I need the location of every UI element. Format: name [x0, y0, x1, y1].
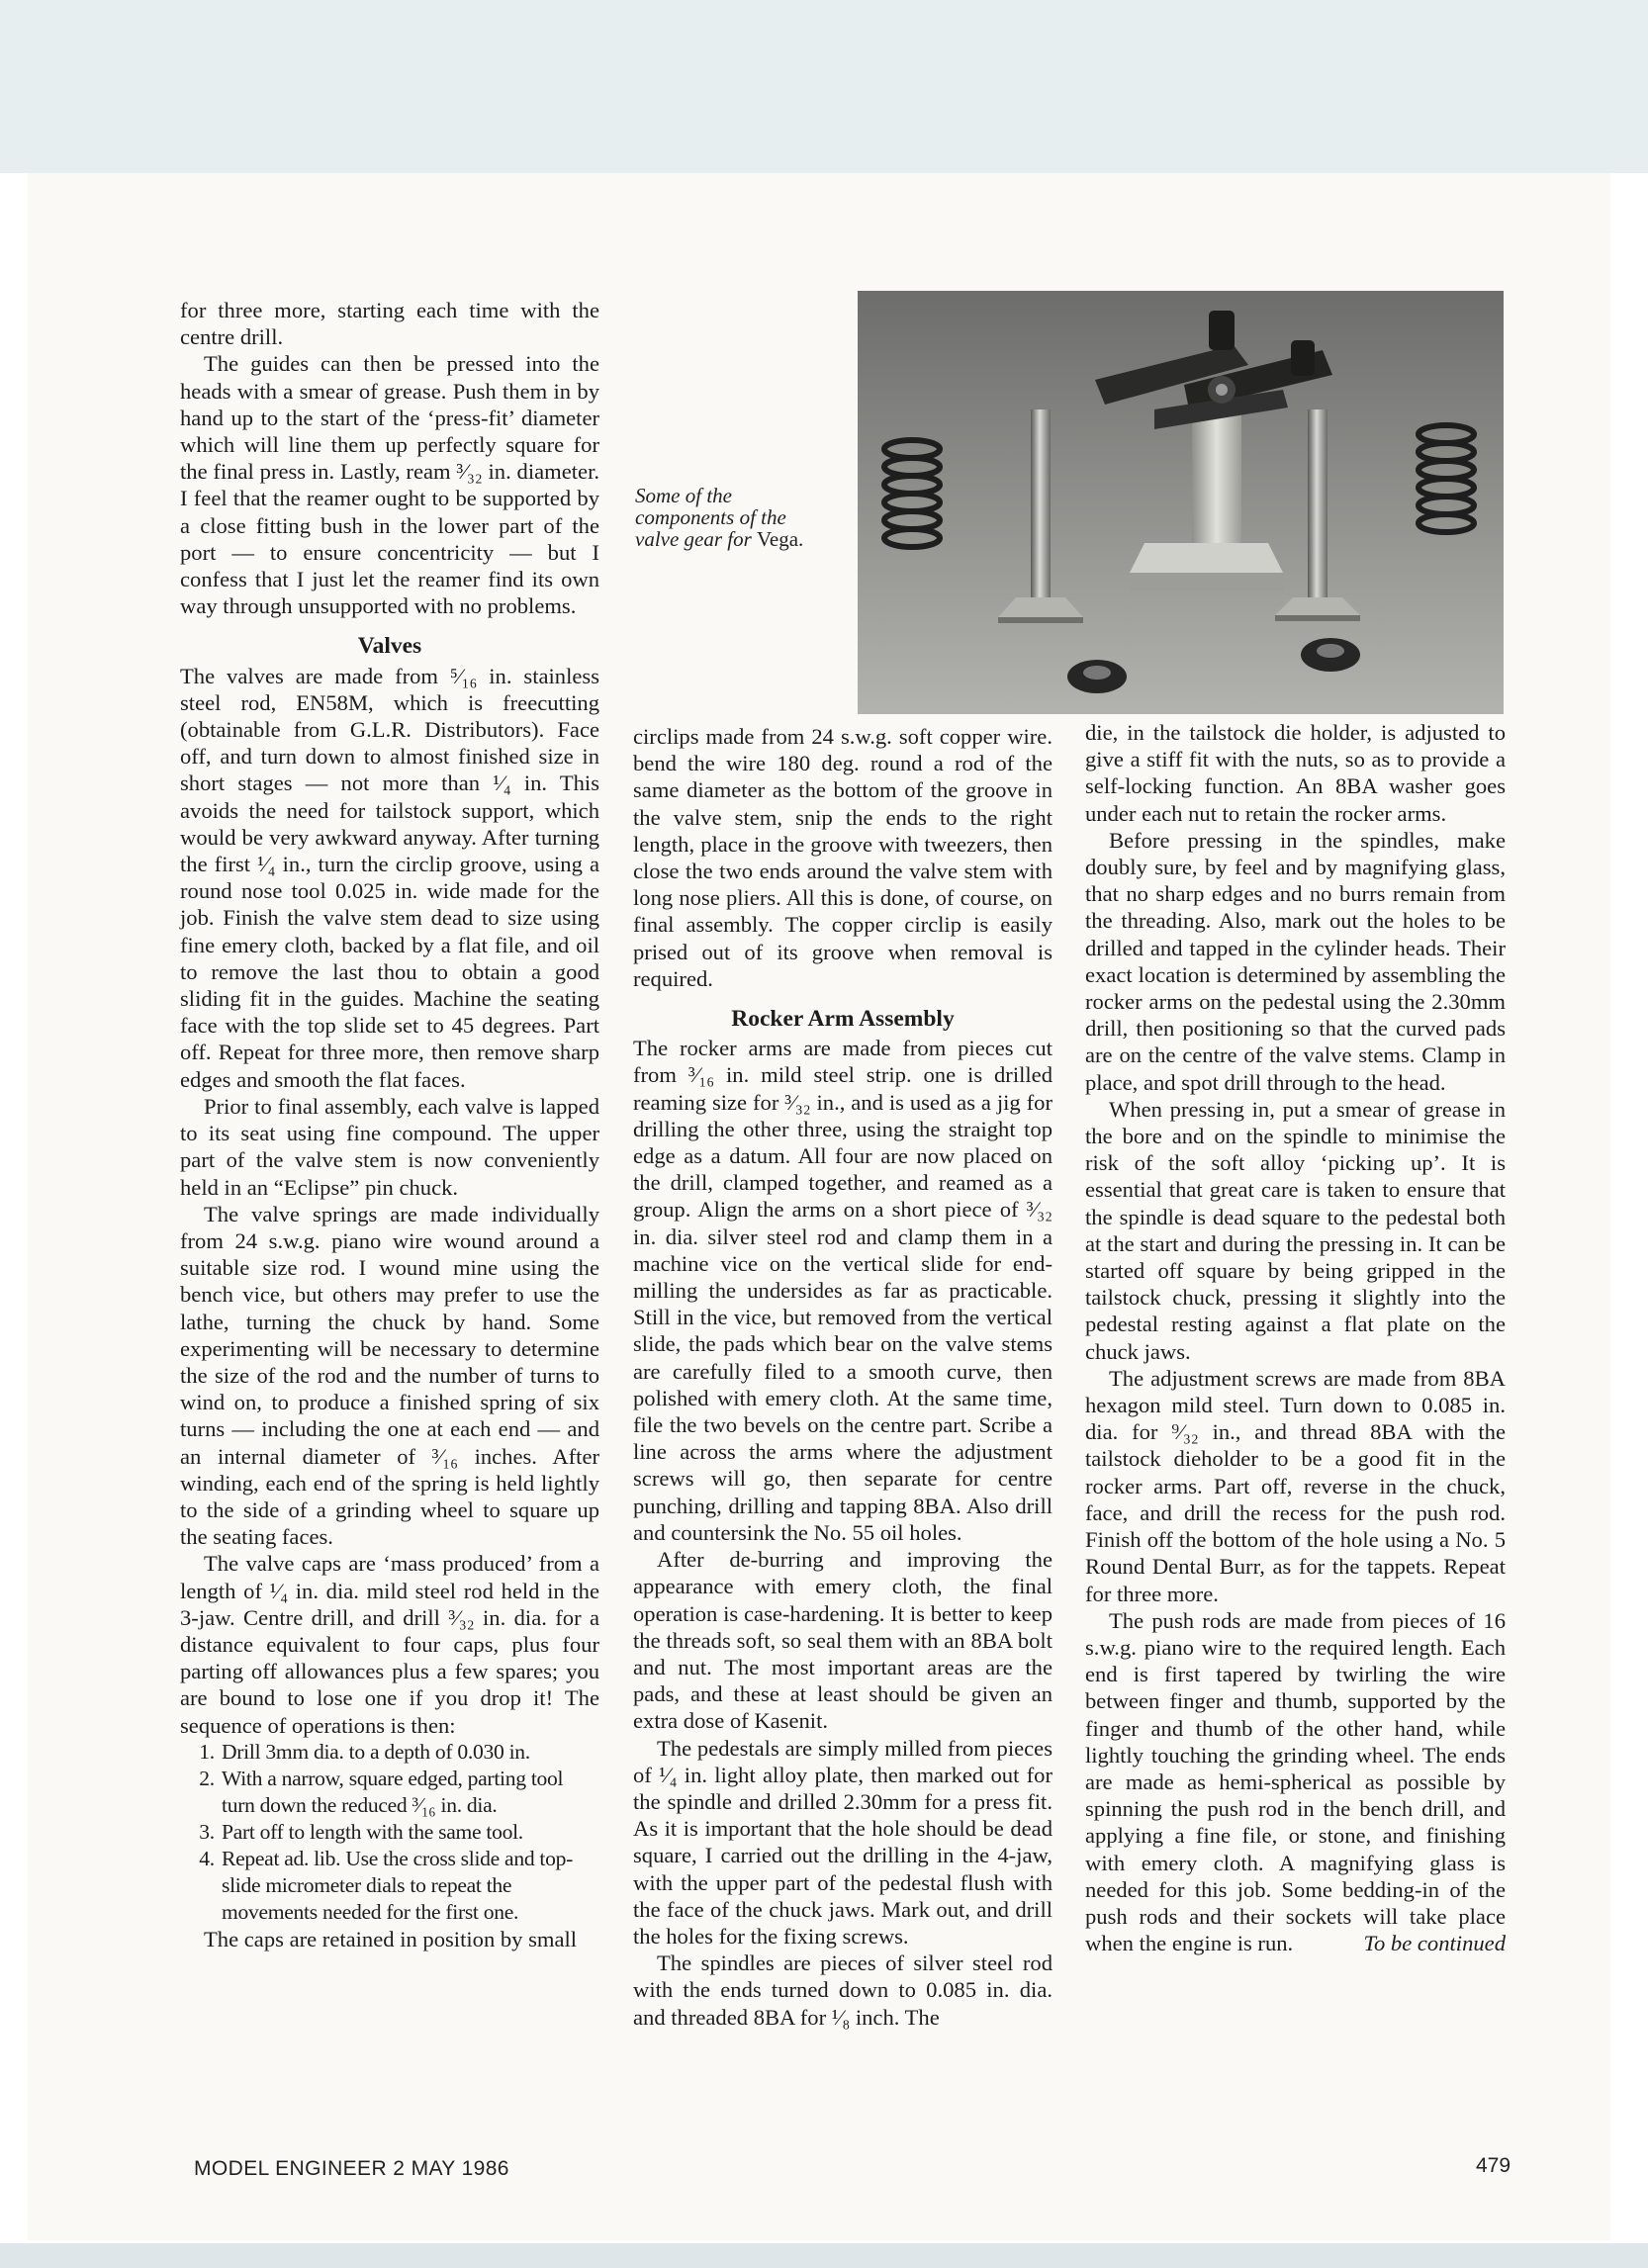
paragraph: The guides can then be pressed into the heads with a smear of grease. Push them in by hand up to the start of the ‘press-fit’ diameter which will line them up perfectly square for the final press in. Lastly, ream ³⁄₃₂ in. diameter. I feel that the reamer ought to be supported by a close fitting bush in the lower part of the port — to ensure concentricity — but I confess that I just let the reamer find its own way through unsupported with no problems.: [180, 351, 599, 619]
text-column-2: [633, 723, 1053, 2031]
paragraph: The spindles are pieces of silver steel rod with the ends turned down to 0.085 in. dia. and threaded 8BA for ¹⁄₈ inch. The: [633, 1950, 1053, 2030]
scan-background-bottom: [0, 2243, 1648, 2268]
paragraph: The valves are made from ⁵⁄₁₆ in. stainless steel rod, EN58M, which is freecutting (obtainable from G.L.R. Distributors). Face off, and turn down to almost finished size in short stages — not more than ¹⁄₄ in. This avoids the need for tailstock support, which would be very awkward anyway. After turning the first ¹⁄₄ in., turn the circlip groove, using a round nose tool 0.025 in. wide made for the job. Finish the valve stem dead to size using fine emery cloth, backed by a flat file, and oil to remove the last thou to obtain a good sliding fit in the guides. Machine the seating face with the top slide set to 45 degrees. Part off. Repeat for three more, then remove sharp edges and smooth the flat faces.: [180, 663, 599, 1092]
valve-cap-right: [1301, 638, 1360, 672]
section-heading-valves: Valves: [357, 633, 422, 660]
to-be-continued: To be continued: [1363, 1931, 1506, 1956]
magazine-footer: MODEL ENGINEER 2 MAY 1986: [194, 2157, 509, 2180]
paragraph-text: The push rods are made from pieces of 16 s.w.g. piano wire to the required length. Each end is first tapered by twirling the wire between finger and thumb, supported by the finger and thumb of the other hand, while lightly touching the grinding wheel. The ends are made as hemi-spherical as possible by spinning the push rod in the bench drill, and applying a fine file, or stone, and finishing with emery cloth. A magnifying glass is needed for this job. Some bedding-in of the push rods and their sockets will take place when the engine is run.: [1085, 1607, 1506, 1956]
valve-spring-left: [884, 440, 940, 547]
paragraph: The caps are retained in position by small: [204, 1926, 578, 1951]
valve-gear-photo: [858, 291, 1504, 714]
paragraph: [1085, 1607, 1506, 1957]
paragraph: circlips made from 24 s.w.g. soft copper wire. bend the wire 180 deg. round a rod of the same diameter as the bottom of the groove in the valve stem, snip the ends to the right length, place in the groove with tweezers, then close the two ends around the valve stem with long nose pliers. All this is done, of course, on final assembly. The copper circlip is easily prised out of its groove when removal is required.: [633, 724, 1053, 991]
caption-vessel-name: Vega.: [757, 527, 804, 551]
scan-background-top: [0, 0, 1648, 173]
paragraph: After de-burring and improving the appearance with emery cloth, the final operation is case-hardening. It is better to keep the threads soft, so seal them with an 8BA bolt and nut. The most important areas are the pads, and these at least should be given an extra dose of Kasenit.: [633, 1547, 1053, 1734]
page-number: 479: [1476, 2154, 1511, 2177]
operations-list: [180, 1739, 599, 1926]
paragraph: The valve caps are ‘mass produced’ from a length of ¹⁄₄ in. dia. mild steel rod held in the 3-jaw. Centre drill, and drill ³⁄₃₂ in. dia. for a distance equivalent to four caps, plus four parting off allowances plus a few spares; you are bound to lose one if you drop it! The sequence of operations is then:: [180, 1551, 599, 1738]
list-item: 1. Drill 3mm dia. to a depth of 0.030 in.: [220, 1739, 599, 1766]
paragraph: Before pressing in the spindles, make doubly sure, by feel and by magnifying glass, that no sharp edges and no burrs remain from the threading. Also, mark out the holes to be drilled and tapped in the cylinder heads. Their exact location is determined by assembling the rocker arms on the pedestal using the 2.30mm drill, then positioning so that the curved pads are on the centre of the valve stems. Clamp in place, and spot drill through to the head.: [1085, 827, 1506, 1095]
list-item: 4. Repeat ad. lib. Use the cross slide and top-slide micrometer dials to repeat the movements needed for the first one.: [220, 1846, 599, 1926]
paragraph: The rocker arms are made from pieces cut from ³⁄₁₆ in. mild steel strip. one is drilled reaming size for ³⁄₃₂ in., and is used as a jig for drilling the other three, using the straight top edge as a datum. All four are now placed on the drill, clamped together, and reamed as a group. Align the arms on a short piece of ³⁄₃₂ in. dia. silver steel rod and clamp them in a machine vice on the vertical slide for end-milling the undersides as far as practicable. Still in the vice, but removed from the vertical slide, the pads which bear on the valve stems are carefully filed to a smooth curve, then polished with emery cloth. At the same time, file the two bevels on the centre part. Scribe a line across the arms where the adjustment screws will go, then separate for centre punching, drilling and tapping 8BA. Also drill and countersink the No. 55 oil holes.: [633, 1036, 1053, 1545]
valve-cap-left: [1067, 660, 1127, 693]
paragraph: die, in the tailstock die holder, is adjusted to give a stiff fit with the nuts, so as to provide a self-locking function. An 8BA washer goes under each nut to retain the rocker arms.: [1085, 720, 1506, 826]
photo-caption: [635, 485, 823, 550]
paragraph: for three more, starting each time with the centre drill.: [180, 298, 599, 350]
text-column-1: [180, 297, 599, 1952]
caption-text: Some of the components of the valve gear for: [635, 484, 786, 551]
list-item: 3. Part off to length with the same tool.: [220, 1819, 599, 1846]
paragraph: The pedestals are simply milled from pieces of ¹⁄₄ in. light alloy plate, then marked out for the spindle and drilled 2.30mm for a press fit. As it is important that the hole should be dead square, I carried out the drilling in the 4-jaw, with the upper part of the pedestal flush with the face of the chuck jaws. Mark out, and drill the holes for the fixing screws.: [633, 1735, 1053, 1949]
list-item: 2. With a narrow, square edged, parting tool turn down the reduced ³⁄₁₆ in. dia.: [220, 1766, 599, 1819]
valve-gear-illustration: [858, 291, 1504, 714]
valve-spring-right: [1419, 425, 1474, 532]
paragraph: The adjustment screws are made from 8BA hexagon mild steel. Turn down to 0.085 in. dia. for ⁹⁄₃₂ in., and thread 8BA with the tailstock dieholder to be a good fit in the rocker arms. Part off, reverse in the chuck, face, and drill the recess for the push rod. Finish off the bottom of the hole using a No. 5 Round Dental Burr, as for the tappets. Repeat for three more.: [1085, 1365, 1506, 1606]
paragraph: The valve springs are made individually from 24 s.w.g. piano wire wound around a suitable size rod. I wound mine using the bench vice, but others may prefer to use the lathe, turning the chuck by hand. Some experimenting will be necessary to determine the size of the rod and the number of turns to wind on, to produce a finished spring of six turns — including the one at each end — and an internal diameter of ³⁄₁₆ inches. After winding, each end of the spring is held lightly to the side of a grinding wheel to square up the seating faces.: [180, 1201, 599, 1550]
text-column-3: [1085, 719, 1506, 1956]
paragraph: Prior to final assembly, each valve is lapped to its seat using fine compound. The upper part of the valve stem is now conveniently held in an “Eclipse” pin chuck.: [180, 1093, 599, 1200]
paragraph: When pressing in, put a smear of grease in the bore and on the spindle to minimise the risk of the soft alloy ‘picking up’. It is essential that great care is taken to ensure that the spindle is dead square to the pedestal both at the start and during the pressing in. It can be started off square by being gripped in the tailstock chuck, pressing it slightly into the pedestal resting against a flat plate on the chuck jaws.: [1085, 1096, 1506, 1364]
section-heading-rocker-arm-assembly: Rocker Arm Assembly: [731, 1006, 955, 1033]
